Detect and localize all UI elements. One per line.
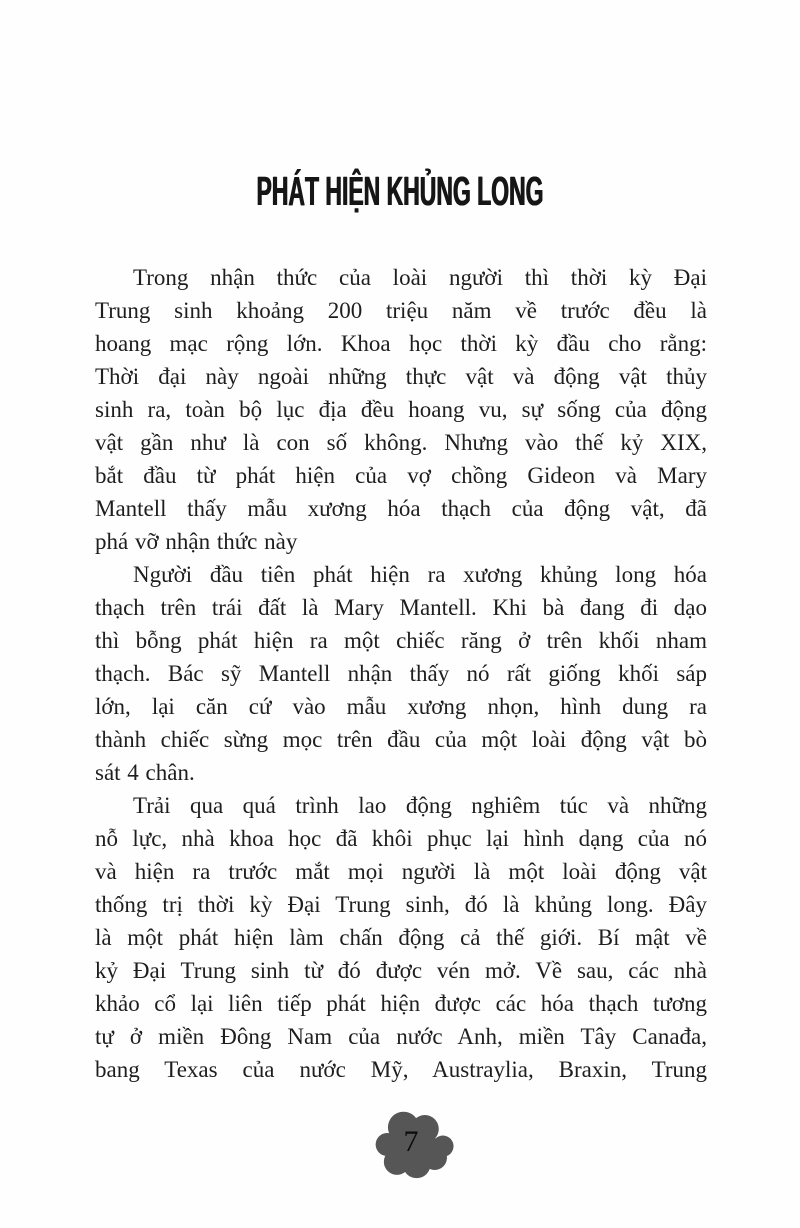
paragraph: [95, 558, 707, 789]
text-line: Thời đại này ngoài những thực vật và động vật thủy: [95, 364, 707, 389]
text-line: sát 4 chân.: [95, 760, 195, 785]
text-line: bang Texas của nước Mỹ, Austraylia, Braxin, Trung: [95, 1057, 707, 1082]
text-line: vật gần như là con số không. Nhưng vào thế kỷ XIX,: [95, 430, 707, 455]
text-line: Trong nhận thức của loài người thì thời kỳ Đại: [133, 265, 707, 290]
text-line: hoang mạc rộng lớn. Khoa học thời kỳ đầu cho rằng:: [95, 331, 707, 356]
text-line: bắt đầu từ phát hiện của vợ chồng Gideon và Mary: [95, 463, 707, 488]
text-line: Trung sinh khoảng 200 triệu năm về trước đều là: [95, 298, 707, 323]
text-line: và hiện ra trước mắt mọi người là một loài động vật: [95, 859, 707, 884]
text-line: thành chiếc sừng mọc trên đầu của một loài động vật bò: [95, 727, 707, 752]
text-line: khảo cổ lại liên tiếp phát hiện được các hóa thạch tương: [95, 991, 707, 1016]
text-line: Trải qua quá trình lao động nghiêm túc và những: [133, 793, 707, 818]
page-body: [95, 261, 707, 1086]
text-line: thạch. Bác sỹ Mantell nhận thấy nó rất giống khối sáp: [95, 661, 707, 686]
chapter-title: PHÁT HIỆN KHỦNG LONG: [256, 168, 544, 214]
text-line: lớn, lại căn cứ vào mẫu xương nhọn, hình dung ra: [95, 694, 707, 719]
text-line: là một phát hiện làm chấn động cả thế giới. Bí mật về: [95, 925, 707, 950]
text-line: Mantell thấy mẫu xương hóa thạch của động vật, đã: [95, 496, 707, 521]
text-line: kỷ Đại Trung sinh từ đó được vén mở. Về sau, các nhà: [95, 958, 707, 983]
paragraph: [95, 261, 707, 558]
page-number: 7: [403, 1125, 419, 1158]
text-line: Người đầu tiên phát hiện ra xương khủng long hóa: [133, 562, 707, 587]
text-line: thì bỗng phát hiện ra một chiếc răng ở trên khối nham: [95, 628, 707, 653]
text-line: sinh ra, toàn bộ lục địa đều hoang vu, sự sống của động: [95, 397, 707, 422]
paragraph: [95, 789, 707, 1086]
text-line: tự ở miền Đông Nam của nước Anh, miền Tây Canađa,: [95, 1024, 707, 1049]
text-line: thống trị thời kỳ Đại Trung sinh, đó là khủng long. Đây: [95, 892, 707, 917]
text-line: nỗ lực, nhà khoa học đã khôi phục lại hình dạng của nó: [95, 826, 707, 851]
text-line: phá vỡ nhận thức này: [95, 529, 298, 554]
text-line: thạch trên trái đất là Mary Mantell. Khi bà đang đi dạo: [95, 595, 707, 620]
